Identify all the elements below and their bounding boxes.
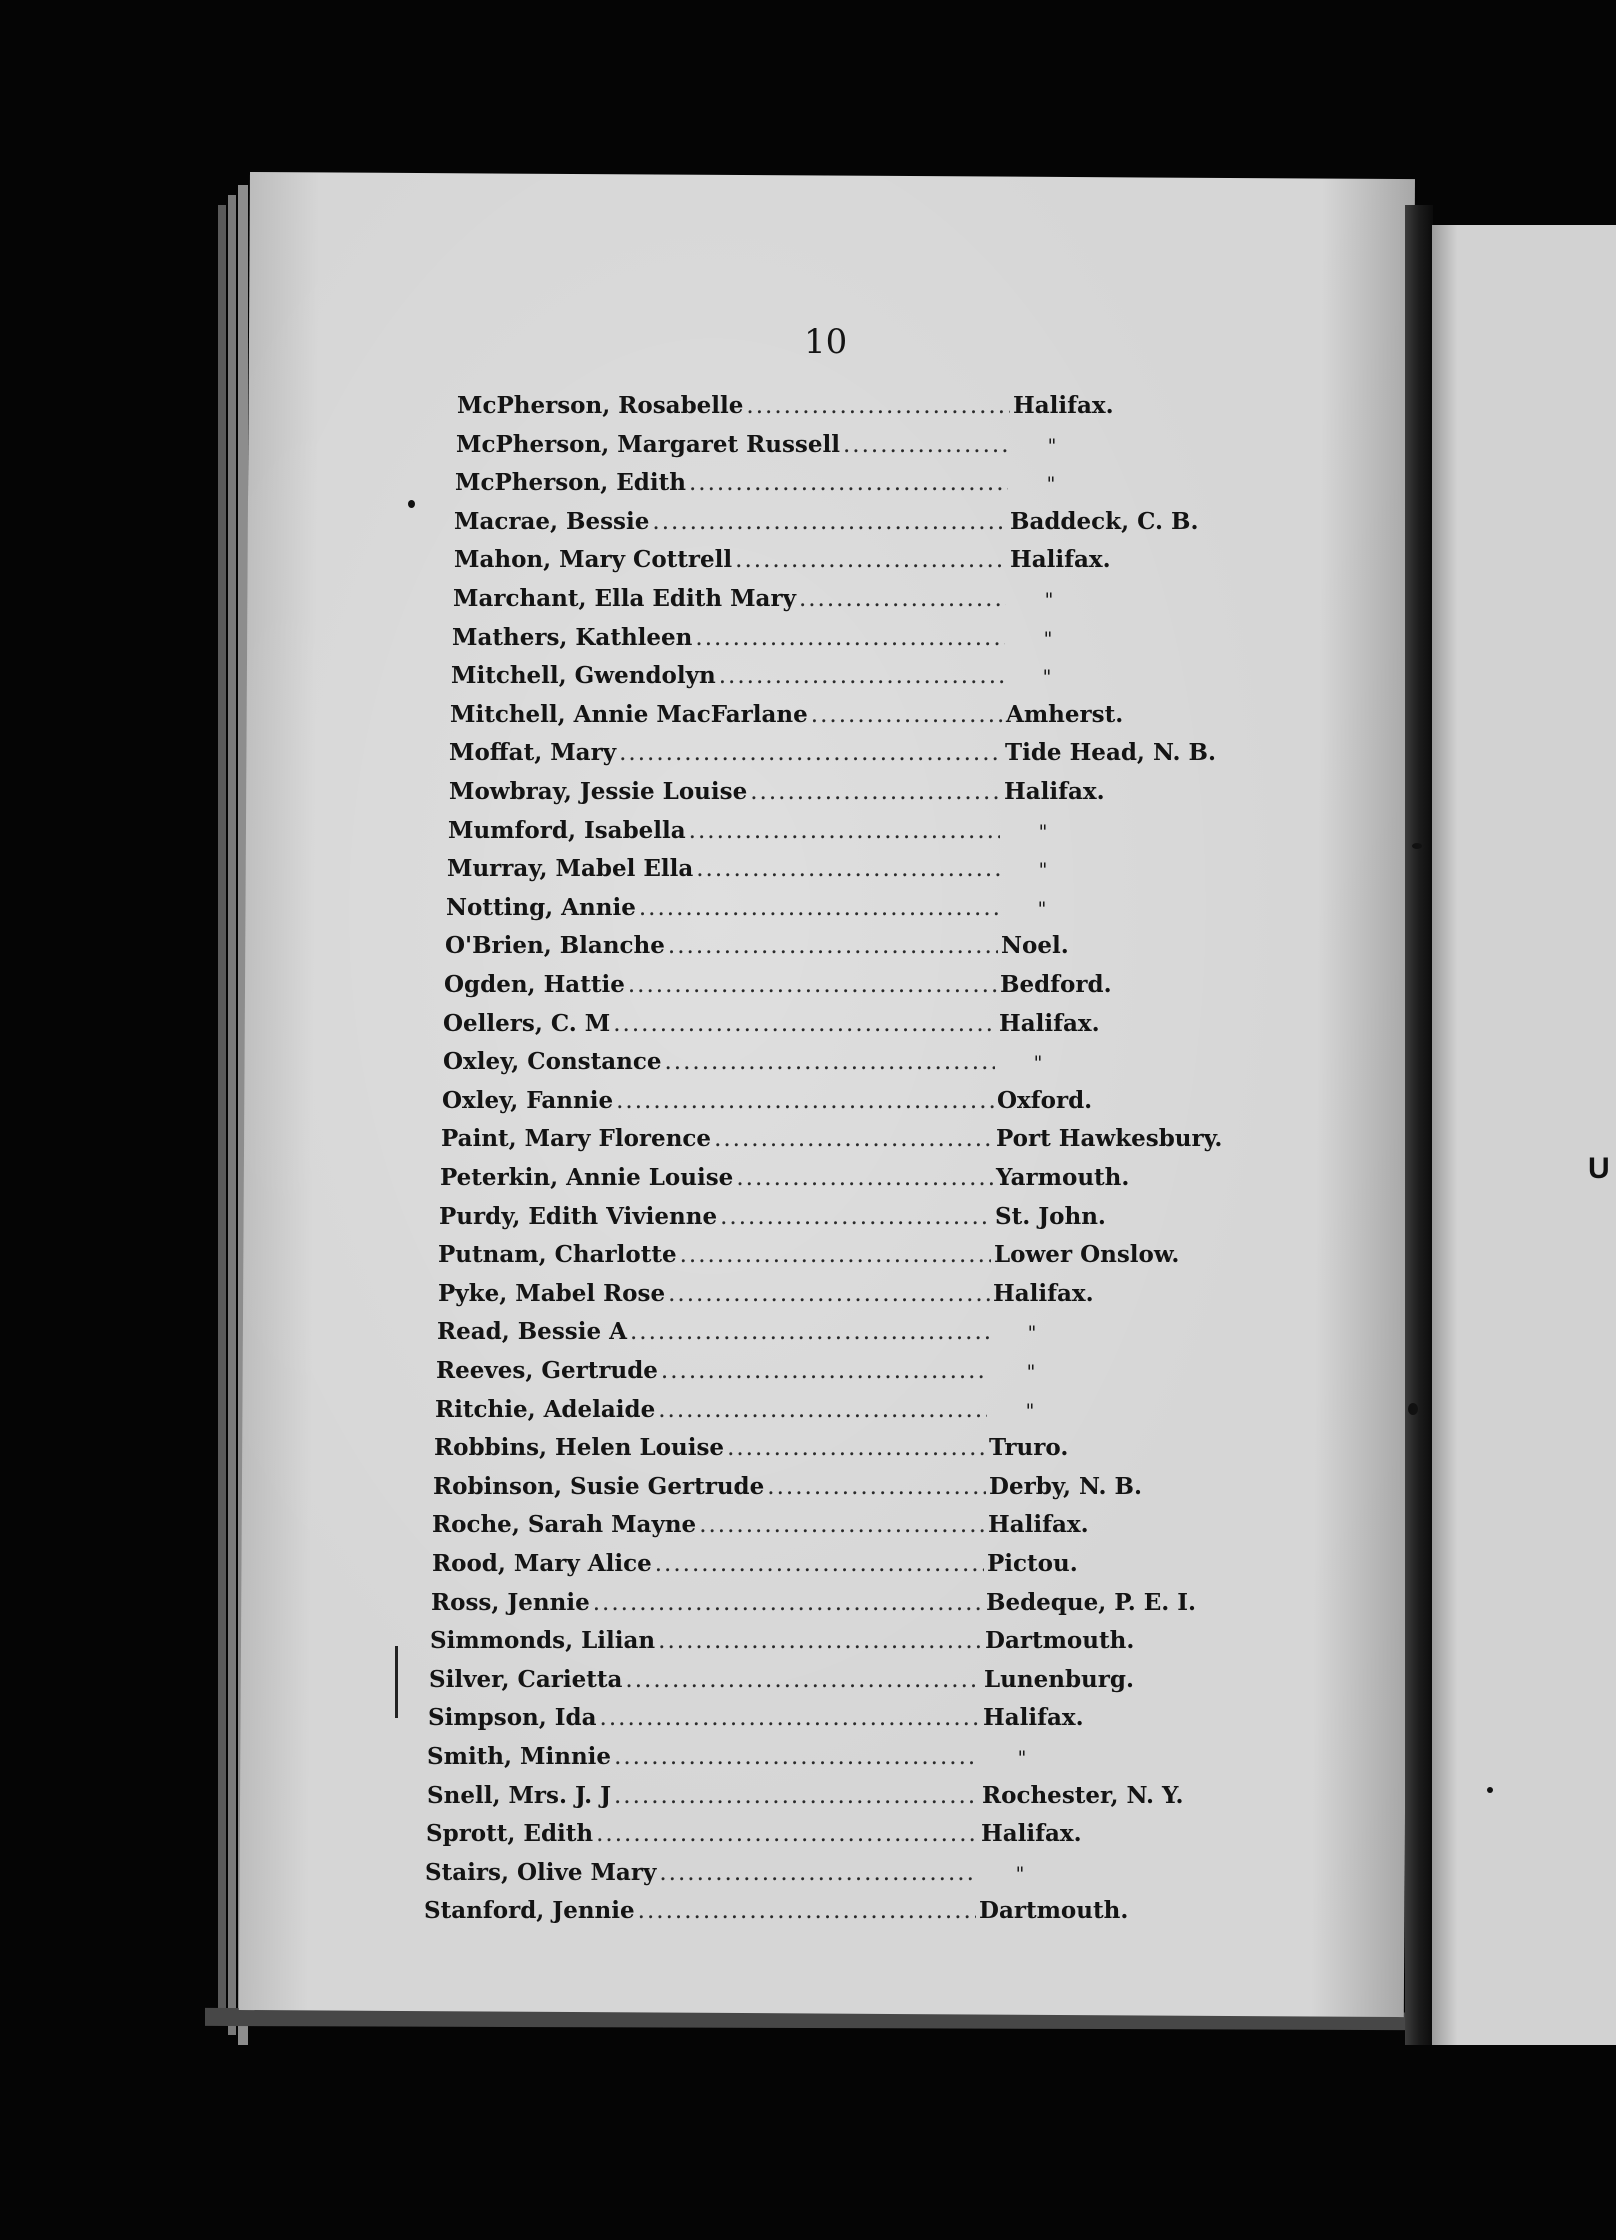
entry-name: Mahon, Mary Cottrell [454, 546, 733, 573]
facing-page-fragment: U [1588, 1152, 1610, 1185]
list-entry [450, 701, 1123, 735]
list-entry [451, 662, 1087, 696]
list-entry [432, 1550, 1078, 1584]
page-speck [1408, 1403, 1418, 1415]
leader-dots [614, 1744, 979, 1770]
entry-place: Dartmouth. [985, 1627, 1135, 1654]
list-entry [424, 1897, 1128, 1931]
leader-dots [689, 818, 1000, 844]
list-entry [425, 1859, 1060, 1893]
page-speck [1487, 1787, 1493, 1793]
list-entry [449, 739, 1216, 773]
entry-name: Silver, Carietta [429, 1666, 623, 1693]
entry-place: " [1027, 1322, 1037, 1344]
entry-place: Halifax. [1004, 778, 1105, 805]
leader-dots [616, 1088, 994, 1114]
list-entry [443, 1010, 1100, 1044]
leader-dots [735, 547, 1007, 573]
entry-name: Notting, Annie [446, 894, 636, 921]
list-entry [457, 392, 1114, 426]
entry-place: Halifax. [983, 1704, 1084, 1731]
leader-dots [811, 702, 1003, 728]
leader-dots [600, 1705, 980, 1731]
list-entry [433, 1473, 1142, 1507]
entry-name: Read, Bessie A [437, 1318, 627, 1345]
list-entry [428, 1704, 1084, 1738]
leader-dots [593, 1590, 983, 1616]
entry-place: Pictou. [987, 1550, 1078, 1577]
leader-dots [727, 1435, 986, 1461]
leader-dots [652, 509, 1007, 535]
entry-place: Halifax. [999, 1010, 1100, 1037]
list-entry [427, 1782, 1184, 1816]
list-entry [438, 1280, 1094, 1314]
entry-name: McPherson, Margaret Russell [456, 431, 840, 458]
leader-dots [659, 1860, 977, 1886]
entry-name: Peterkin, Annie Louise [440, 1164, 734, 1191]
entry-name: Oxley, Constance [443, 1048, 662, 1075]
entry-name: Murray, Mabel Ella [447, 855, 694, 882]
entry-name: Purdy, Edith Vivienne [439, 1203, 718, 1230]
list-entry [454, 508, 1198, 542]
entry-place: Halifax. [993, 1280, 1094, 1307]
list-entry [430, 1627, 1134, 1661]
entry-name: Ross, Jennie [431, 1589, 590, 1616]
entry-place: " [1043, 628, 1053, 650]
list-entry [427, 1743, 1062, 1777]
entry-name: Oellers, C. M [443, 1010, 611, 1037]
entry-name: Robbins, Helen Louise [434, 1434, 725, 1461]
leader-dots [799, 586, 1006, 612]
leader-dots [638, 1898, 976, 1924]
leader-dots [613, 1011, 996, 1037]
entry-name: Moffat, Mary [449, 739, 617, 766]
entry-place: Tide Head, N. B. [1005, 739, 1216, 766]
entry-name: Macrae, Bessie [454, 508, 650, 535]
list-entry [446, 894, 1082, 928]
entry-name: Oxley, Fannie [442, 1087, 614, 1114]
list-entry [447, 855, 1083, 889]
entry-name: Mitchell, Annie MacFarlane [450, 701, 808, 728]
entry-name: McPherson, Edith [455, 469, 686, 496]
list-entry [441, 1125, 1222, 1159]
entry-place: " [1047, 435, 1057, 457]
entry-name: Marchant, Ella Edith Mary [453, 585, 796, 612]
list-entry [440, 1164, 1129, 1198]
entry-place: " [1038, 821, 1048, 843]
entry-place: " [1017, 1747, 1027, 1769]
entry-name: O'Brien, Blanche [445, 932, 665, 959]
leader-dots [639, 895, 999, 921]
entry-name: Reeves, Gertrude [436, 1357, 658, 1384]
entry-place: Bedeque, P. E. I. [986, 1589, 1197, 1616]
list-entry [434, 1434, 1068, 1468]
entry-place: Port Hawkesbury. [996, 1125, 1223, 1152]
list-entry [452, 624, 1088, 658]
list-entry [455, 469, 1091, 503]
leader-dots [699, 1512, 985, 1538]
entry-place: Yarmouth. [996, 1164, 1130, 1191]
entry-name: Ritchie, Adelaide [435, 1396, 656, 1423]
page-speck [1412, 843, 1422, 849]
entry-name: Stanford, Jennie [424, 1897, 635, 1924]
entry-place: Halifax. [988, 1511, 1089, 1538]
entry-name: McPherson, Rosabelle [457, 392, 744, 419]
entry-place: Halifax. [981, 1820, 1082, 1847]
entry-name: Pyke, Mabel Rose [438, 1280, 666, 1307]
leader-dots [719, 663, 1004, 689]
leader-dots [668, 933, 998, 959]
margin-mark [395, 1646, 398, 1718]
leader-dots [750, 779, 1001, 805]
entry-place: " [1033, 1052, 1043, 1074]
leader-dots [628, 972, 997, 998]
entry-place: Rochester, N. Y. [982, 1782, 1184, 1809]
entry-place: Baddeck, C. B. [1010, 508, 1199, 535]
page-number: 10 [804, 322, 848, 362]
list-entry [432, 1511, 1089, 1545]
leader-dots [665, 1049, 996, 1075]
entry-place: Oxford. [997, 1087, 1093, 1114]
entry-place: Noel. [1001, 932, 1069, 959]
entry-name: Mitchell, Gwendolyn [451, 662, 716, 689]
entry-place: " [1026, 1361, 1036, 1383]
entry-name: Robinson, Susie Gertrude [433, 1473, 765, 1500]
entry-place: " [1025, 1400, 1035, 1422]
entry-place: Lunenburg. [984, 1666, 1134, 1693]
entry-place: " [1015, 1863, 1025, 1885]
entry-place: Dartmouth. [979, 1897, 1129, 1924]
list-entry [443, 1048, 1078, 1082]
list-entry [438, 1241, 1179, 1275]
leader-dots [630, 1319, 989, 1345]
leader-dots [714, 1126, 993, 1152]
entry-place: Derby, N. B. [989, 1473, 1142, 1500]
list-entry [436, 1357, 1071, 1391]
leader-dots [746, 393, 1010, 419]
list-entry [426, 1820, 1082, 1854]
entry-place: Halifax. [1013, 392, 1114, 419]
leader-dots [668, 1281, 990, 1307]
leader-dots [843, 432, 1009, 458]
leader-dots [625, 1667, 981, 1693]
entry-name: Roche, Sarah Mayne [432, 1511, 697, 1538]
entry-name: Putnam, Charlotte [438, 1241, 677, 1268]
entry-name: Snell, Mrs. J. J [427, 1782, 611, 1809]
entry-name: Mowbray, Jessie Louise [449, 778, 748, 805]
entry-name: Simmonds, Lilian [430, 1627, 656, 1654]
list-entry [444, 971, 1112, 1005]
leader-dots [596, 1821, 978, 1847]
leader-dots [661, 1358, 988, 1384]
leader-dots [689, 470, 1008, 496]
entry-name: Simpson, Ida [428, 1704, 597, 1731]
entry-place: Bedford. [1000, 971, 1112, 998]
leader-dots [736, 1165, 993, 1191]
entry-place: St. John. [995, 1203, 1106, 1230]
list-entry [429, 1666, 1134, 1700]
leader-dots [658, 1397, 987, 1423]
list-entry [435, 1396, 1070, 1430]
leader-dots [720, 1204, 992, 1230]
list-entry [456, 431, 1092, 465]
leader-dots [619, 740, 1002, 766]
entry-place: " [1044, 589, 1054, 611]
list-entry [454, 546, 1111, 580]
entry-place: " [1038, 859, 1048, 881]
entry-place: " [1037, 898, 1047, 920]
entry-place: " [1046, 473, 1056, 495]
leader-dots [695, 625, 1005, 651]
list-entry [453, 585, 1089, 619]
entry-place: " [1042, 666, 1052, 688]
entry-place: Truro. [989, 1434, 1069, 1461]
entry-name: Smith, Minnie [427, 1743, 612, 1770]
list-entry [445, 932, 1069, 966]
list-entry [449, 778, 1105, 812]
entry-name: Rood, Mary Alice [432, 1550, 652, 1577]
entry-name: Ogden, Hattie [444, 971, 625, 998]
entry-name: Mathers, Kathleen [452, 624, 693, 651]
entry-place: Amherst. [1006, 701, 1124, 728]
list-entry [437, 1318, 1072, 1352]
leader-dots [696, 856, 1000, 882]
leader-dots [655, 1551, 984, 1577]
leader-dots [658, 1628, 982, 1654]
leader-dots [767, 1474, 986, 1500]
entry-name: Sprott, Edith [426, 1820, 594, 1847]
list-entry [431, 1589, 1196, 1623]
entry-name: Stairs, Olive Mary [425, 1859, 657, 1886]
margin-speck [408, 500, 415, 508]
list-entry [439, 1203, 1106, 1237]
leader-dots [680, 1242, 991, 1268]
entry-name: Mumford, Isabella [448, 817, 686, 844]
list-entry [448, 817, 1083, 851]
list-entry [442, 1087, 1092, 1121]
entry-place: Halifax. [1010, 546, 1111, 573]
entry-name: Paint, Mary Florence [441, 1125, 712, 1152]
leader-dots [614, 1783, 979, 1809]
entry-place: Lower Onslow. [994, 1241, 1180, 1268]
